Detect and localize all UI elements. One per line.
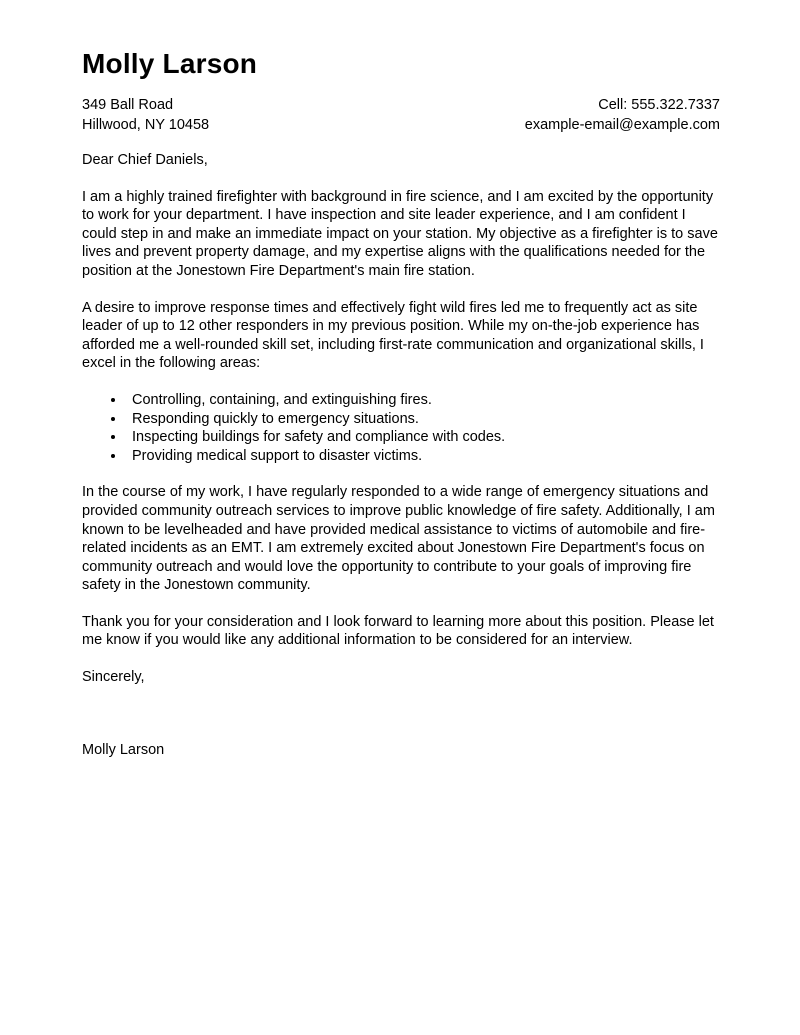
paragraph-intro: I am a highly trained firefighter with background in fire science, and I am excited by the opportunity to work for your department. I have inspection and site leader experience, and I am confident I could step in and make an immediate impact on your station. My objective as a firefighter is to save lives and prevent property damage, and my expertise aligns with the qualifications needed for the position at the Jonestown Fire Department's main fire station. — [82, 188, 718, 279]
skill-item: • Responding quickly to emergency situations. — [126, 410, 720, 429]
address-line-2: Hillwood, NY 10458 — [82, 116, 210, 133]
address-line-1: 349 Ball Road — [82, 97, 174, 113]
sender-name-heading: Molly Larson — [82, 48, 258, 79]
skills-list — [82, 391, 720, 465]
phone-number: Cell: 555.322.7337 — [598, 97, 720, 113]
signature-name: Molly Larson — [82, 741, 165, 758]
salutation: Dear Chief Daniels, — [82, 152, 208, 168]
paragraph-thanks: Thank you for your consideration and I look forward to learning more about this position. Please let me know if you would like any additional information to be considered for an interview. — [82, 613, 714, 649]
paragraph-accomplishments: In the course of my work, I have regularly responded to a wide range of emergency situations and provided community outreach services to improve public knowledge of fire safety. Additionally, I am known to be levelheaded and have provided medical assistance to victims of automobile and fire-related incidents as an EMT. I am extremely excited about Jonestown Fire Department's focus on community outreach and would love the opportunity to contribute to your goals of improving fire safety in the Jonestown community. — [82, 484, 715, 594]
skill-item: • Inspecting buildings for safety and compliance with codes. — [126, 428, 720, 447]
email-address: example-email@example.com — [524, 116, 720, 133]
skill-item: • Controlling, containing, and extinguishing fires. — [126, 391, 720, 410]
skill-item: • Providing medical support to disaster victims. — [126, 447, 720, 466]
contact-row-1 — [82, 96, 720, 116]
contact-row-2 — [82, 116, 720, 136]
closing: Sincerely, — [82, 669, 145, 686]
paragraph-experience: A desire to improve response times and effectively fight wild fires led me to frequently act as site leader of up to 12 other responders in my previous position. While my on-the-job experience has afforded me a well-rounded skill set, including first-rate communication and organizational skills, I excel in the following areas: — [82, 299, 704, 372]
letter-content — [82, 48, 720, 759]
